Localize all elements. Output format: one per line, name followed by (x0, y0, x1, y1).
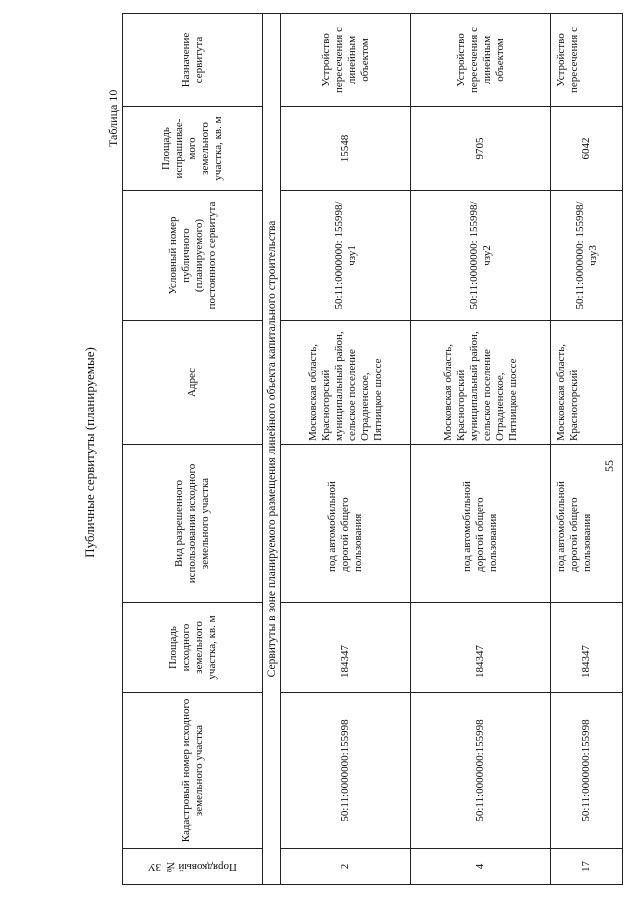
cell-servitude-num: 50:11:0000000: 155998/чзу1 (281, 190, 411, 320)
cell-area-source: 184347 (281, 602, 411, 692)
cell-address: Московская область, Красногорский муниципальный район, сельское поселение Отрадненское, Пятницкое шоссе (281, 320, 411, 444)
page-number: 55 (602, 460, 616, 472)
header-area-used: Площадь испрашивае-мого земельного участка, кв. м (123, 106, 263, 190)
cell-purpose: Устройство пересечения с (555, 27, 580, 93)
section-title: Сервитуты в зоне планируемого размещения линейного объекта капитального строительства (263, 14, 281, 884)
cell-address: Московская область, Красногорский муниципальный район, сельское поселение Отрадненское, Пятницкое шоссе (411, 320, 551, 444)
cell-purpose: Устройство пересечения с линейным объектом (411, 14, 551, 106)
cell-num: 17 (551, 848, 622, 884)
cell-servitude-num: 50:11:0000000: 155998/чзу2 (411, 190, 551, 320)
cell-area-source: 184347 (411, 602, 551, 692)
table-caption: Таблица 10 (106, 89, 120, 147)
document-title: Публичные сервитуты (планируемые) (82, 347, 97, 558)
cell-cadastral: 50:11:0000000:155998 (411, 692, 551, 848)
cell-area-used: 15548 (281, 106, 411, 190)
header-area-source: Площадь исходного земельного участка, кв. м (123, 602, 263, 692)
header-permitted-use: Вид разрешенного использования исходного земельного участка (123, 444, 263, 602)
cell-cadastral: 50:11:0000000:155998 (281, 692, 411, 848)
cell-num: 2 (281, 848, 411, 884)
cell-permitted-use: под автомобильной дорогой общего пользования (411, 444, 551, 602)
header-address: Адрес (123, 320, 263, 444)
cell-num: 4 (411, 848, 551, 884)
cell-servitude-num: 50:11:0000000: 155998/чзу3 (551, 190, 622, 320)
cell-address: Московская область, Красногорский (551, 320, 622, 444)
header-purpose: Назначение сервитута (123, 14, 263, 106)
servitude-table (122, 13, 623, 885)
cell-area-used: 6042 (551, 106, 622, 190)
cell-purpose: Устройство пересечения с линейным объектом (281, 14, 411, 106)
header-servitude-num: Условный номер публичного (планируемого) постоянного сервитута (123, 190, 263, 320)
header-num: Порядковый № ЗУ (123, 848, 263, 884)
cell-area-used: 9705 (411, 106, 551, 190)
cell-cadastral: 50:11:0000000:155998 (551, 692, 622, 848)
header-cadastral: Кадастровый номер исходного земельного участка (123, 692, 263, 848)
cell-permitted-use: под автомобильной дорогой общего пользования (551, 444, 622, 602)
cell-permitted-use: под автомобильной дорогой общего пользования (281, 444, 411, 602)
cell-area-source: 184347 (551, 602, 622, 692)
